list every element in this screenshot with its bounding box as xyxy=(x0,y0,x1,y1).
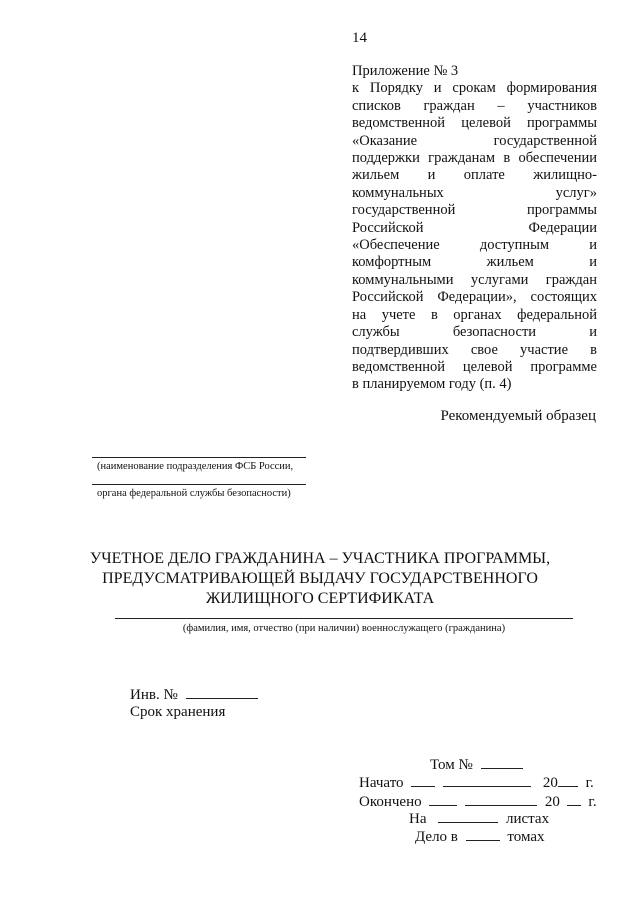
ended-day-field xyxy=(429,791,457,806)
department-caption-1: (наименование подразделения ФСБ России, xyxy=(97,461,294,472)
appendix-line: Российской Федерации», состоящих xyxy=(352,289,597,306)
case-volumes-row xyxy=(415,826,545,846)
appendix-line: «Оказание государственной xyxy=(352,132,597,149)
storage-period-label: Срок хранения xyxy=(130,704,226,720)
appendix-line: коммунальных услуг» xyxy=(352,184,597,201)
volume-number-label: Том № xyxy=(430,757,473,773)
ended-label: Окончено xyxy=(359,794,422,810)
title-line-1: УЧЕТНОЕ ДЕЛО ГРАЖДАНИНА – УЧАСТНИКА ПРОГРАММЫ, xyxy=(89,550,551,567)
page-number: 14 xyxy=(352,30,367,46)
department-name-line-2 xyxy=(92,484,306,485)
appendix-line: жильем и оплате жилищно- xyxy=(352,167,597,184)
volume-number-row xyxy=(430,754,523,774)
department-name-line xyxy=(92,457,306,458)
recommended-sample-label: Рекомендуемый образец xyxy=(440,408,596,424)
ended-year-prefix: 20 xyxy=(544,794,560,810)
started-month-field xyxy=(443,772,531,787)
started-row xyxy=(359,772,594,792)
sheets-on-label: На xyxy=(409,811,427,827)
started-year-field xyxy=(558,772,578,787)
appendix-line: государственной программы xyxy=(352,202,597,219)
started-year-prefix: 20 xyxy=(542,775,558,791)
title-line-3: ЖИЛИЩНОГО СЕРТИФИКАТА xyxy=(205,590,435,607)
case-in-label: Дело в xyxy=(415,829,458,845)
appendix-line: Российской Федерации xyxy=(352,219,597,236)
appendix-line: списков граждан – участников xyxy=(352,97,597,114)
department-caption-2: органа федеральной службы безопасности) xyxy=(97,488,291,499)
sheets-label: листах xyxy=(506,811,550,827)
sheets-count-field xyxy=(438,808,498,823)
appendix-line: коммунальными услугами граждан xyxy=(352,271,597,288)
appendix-heading xyxy=(352,63,597,394)
ended-month-field xyxy=(465,791,537,806)
appendix-line: на учете в органах федеральной xyxy=(352,306,597,323)
appendix-line: «Обеспечение доступным и xyxy=(352,237,597,254)
case-volumes-field xyxy=(466,826,500,841)
appendix-line: подтвердивших свое участие в xyxy=(352,341,597,358)
appendix-line: ведомственной целевой программы xyxy=(352,115,597,132)
inventory-number-row xyxy=(130,684,258,704)
started-day-field xyxy=(411,772,435,787)
started-label: Начато xyxy=(359,775,404,791)
full-name-line xyxy=(115,618,573,619)
appendix-line: в планируемом году (п. 4) xyxy=(352,376,512,393)
volume-number-field xyxy=(481,754,523,769)
title-line-2: ПРЕДУСМАТРИВАЮЩЕЙ ВЫДАЧУ ГОСУДАРСТВЕННОГО xyxy=(102,570,538,587)
appendix-line: комфортным жильем и xyxy=(352,254,597,271)
inventory-number-label: Инв. № xyxy=(130,687,178,703)
appendix-line: к Порядку и срокам формирования xyxy=(352,80,597,97)
ended-year-suffix: г. xyxy=(588,794,597,810)
document-title xyxy=(0,549,640,609)
started-year-suffix: г. xyxy=(585,775,594,791)
ended-year-field xyxy=(567,791,581,806)
appendix-line: поддержки гражданам в обеспечении xyxy=(352,150,597,167)
appendix-line: службы безопасности и xyxy=(352,324,597,341)
inventory-number-field xyxy=(186,684,258,699)
appendix-line: ведомственной целевой программе xyxy=(352,358,597,375)
volumes-label: томах xyxy=(507,829,545,845)
appendix-line: Приложение № 3 xyxy=(352,63,459,79)
sheets-row xyxy=(409,808,549,828)
full-name-caption: (фамилия, имя, отчество (при наличии) военнослужащего (гражданина) xyxy=(182,623,506,634)
